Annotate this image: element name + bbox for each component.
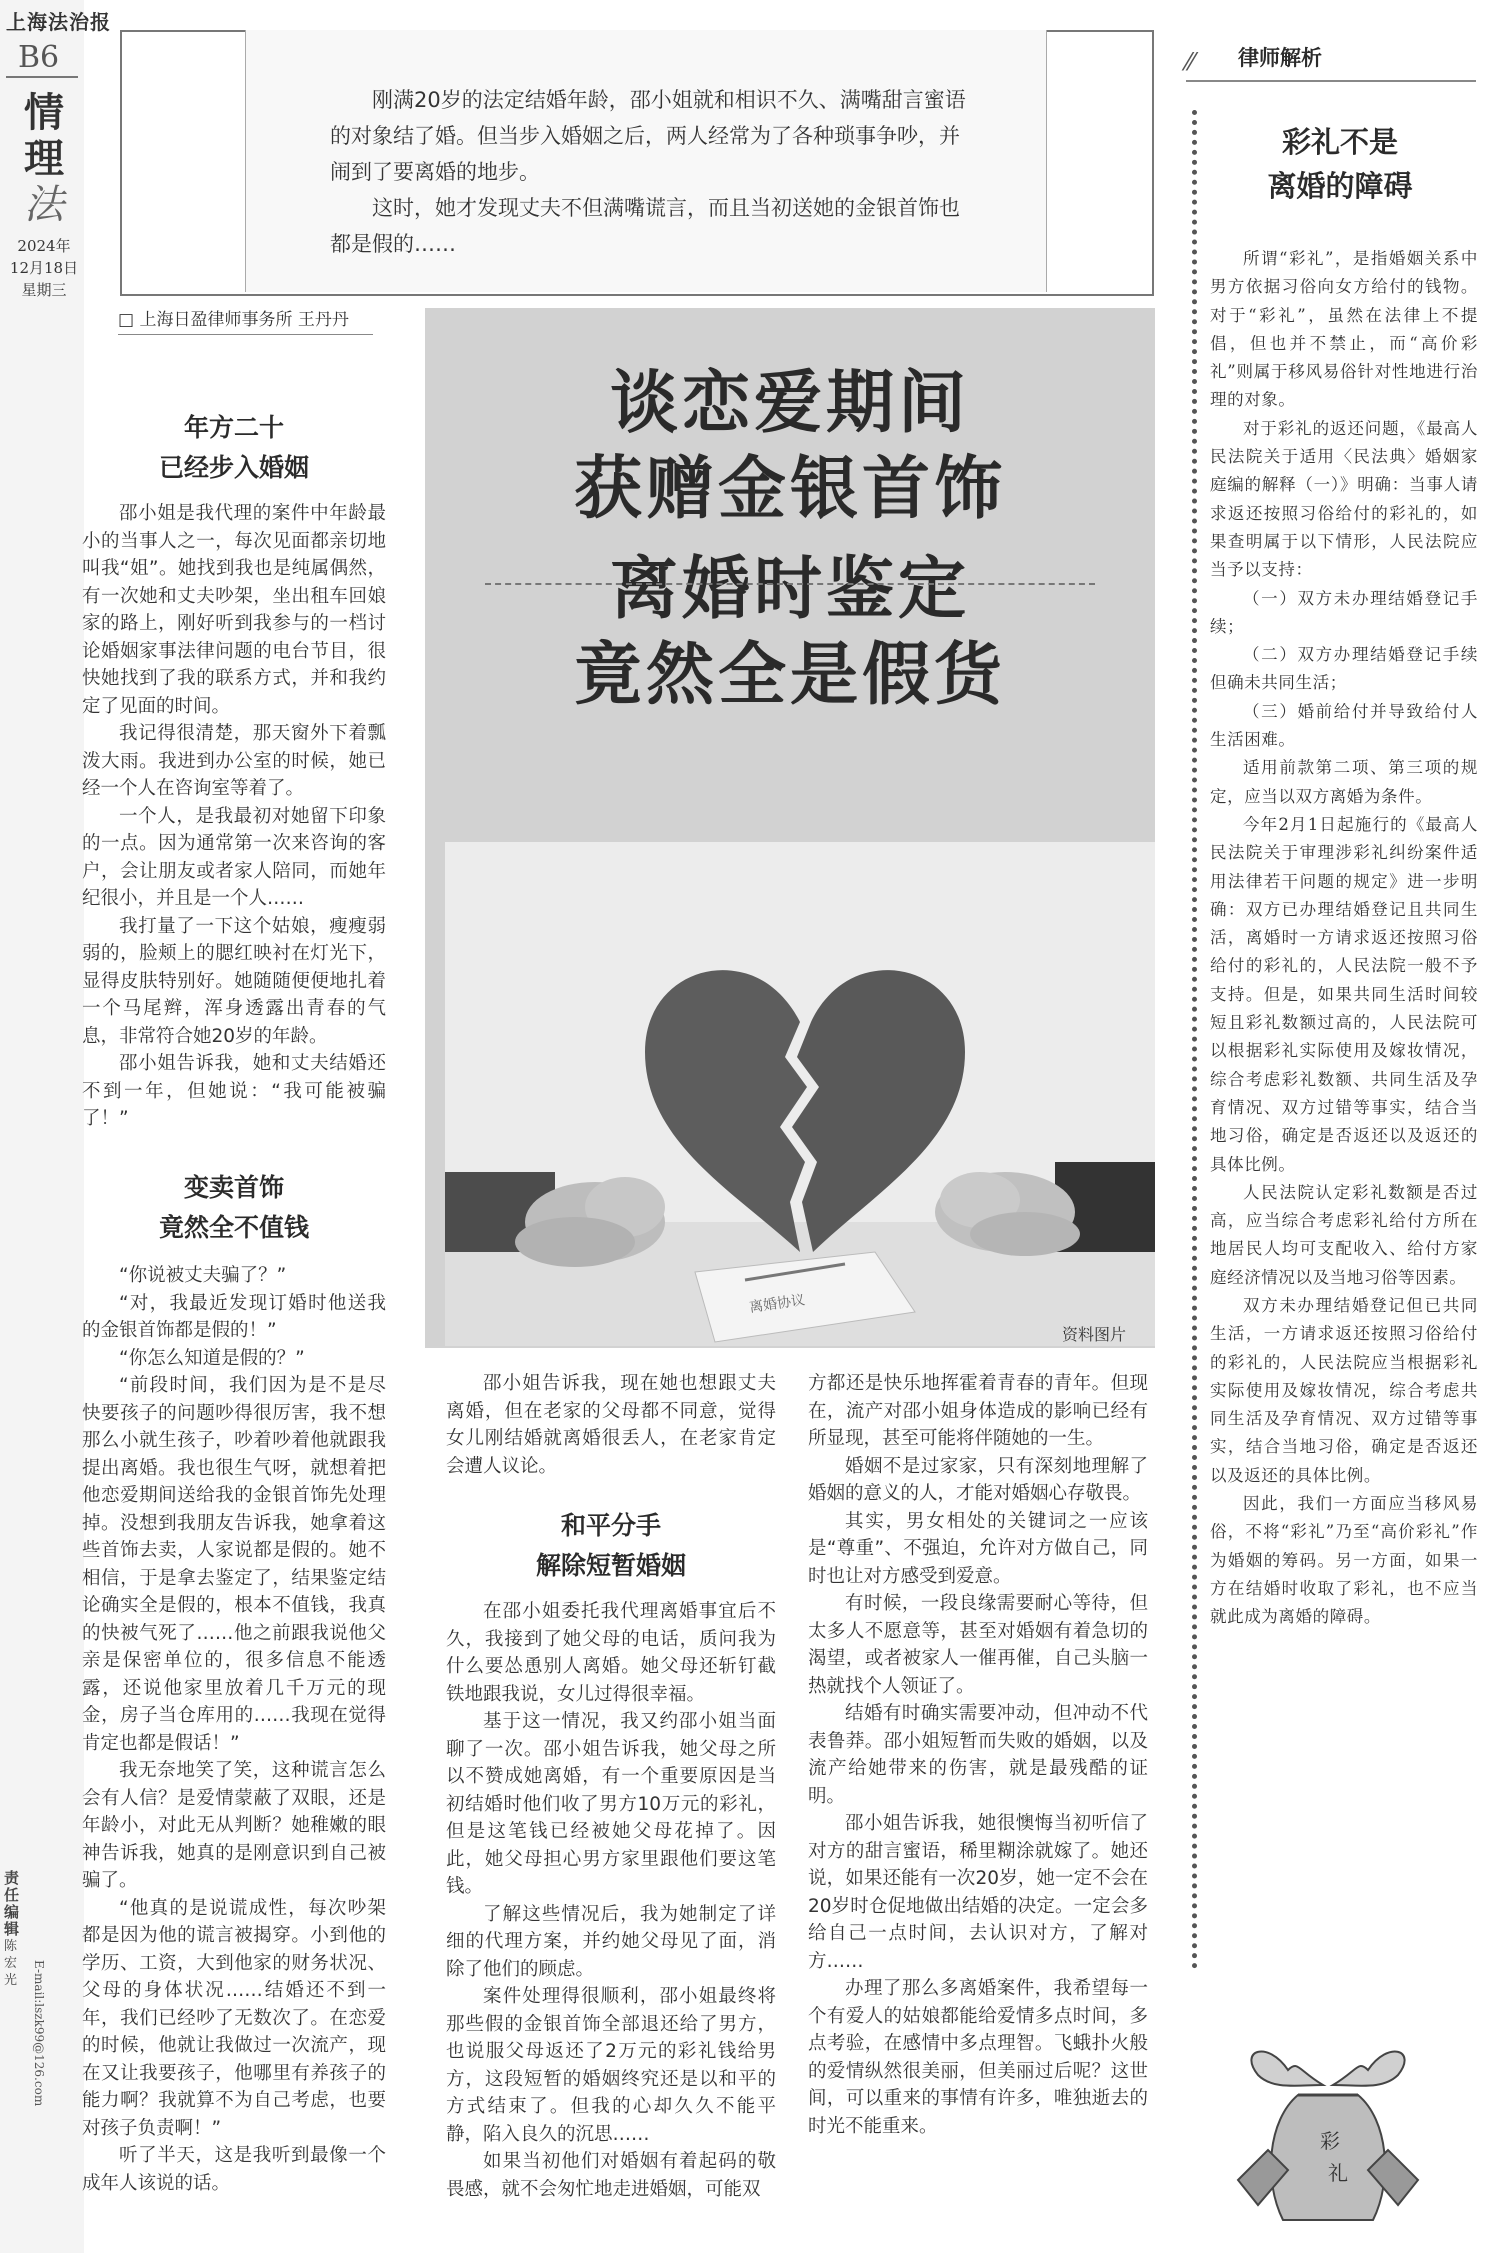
issue-date — [6, 235, 82, 301]
body-paragraph: 邵小姐告诉我，她很懊悔当初听信了对方的甜言蜜语，稀里糊涂就嫁了。她还说，如果还能有一次20岁，她一定不会在20岁时仓促地做出结婚的决定。一定会多给自己一点时间，去认识对方，了解对方…… — [808, 1813, 1148, 1972]
body-paragraph: 双方未办理结婚登记但已共同生活，一方请求返还按照习俗给付的彩礼的，人民法院应当根据彩礼实际使用及嫁妆情况，综合考虑共同生活及孕育情况、双方过错等事实，结合当地习俗，确定是否返还以及返还的具体比例。 — [1210, 1295, 1478, 1485]
body-paragraph: 我记得很清楚，那天窗外下着瓢泼大雨。我进到办公室的时候，她已经一个人在咨询室等着了。 — [82, 723, 386, 799]
body-paragraph: 所谓“彩礼”，是指婚姻关系中男方依据习俗向女方给付的钱物。对于“彩礼”，虽然在法律上不提倡，但也并不禁止，而“高价彩礼”则属于移风易俗针对性地进行治理的对象。 — [1210, 249, 1478, 410]
column-name-char: 法 — [24, 182, 64, 228]
intro-paragraph: 刚满20岁的法定结婚年龄，邵小姐就和相识不久、满嘴甜言蜜语的对象结了婚。但当步入婚姻之后，两人经常为了各种琐事争吵，并闹到了要离婚的地步。 — [330, 88, 966, 184]
lawyer-label: 律师解析 — [1238, 46, 1322, 70]
body-paragraph: 邵小姐是我代理的案件中年龄最小的当事人之一，每次见面都亲切地叫我“姐”。她找到我也是纯属偶然，有一次她和丈夫吵架，坐出租车回娘家的路上，刚好听到我参与的一档讨论婚姻家事法律问题的电台节目，很快她找到了我的联系方式，并和我约定了见面的时间。 — [82, 503, 386, 717]
photo-illustration — [445, 842, 1155, 1346]
section-title-line: 解除短暂婚姻 — [535, 1551, 686, 1580]
lawyer-analysis-body — [1210, 245, 1478, 1632]
body-paragraph: 因此，我们一方面应当移风易俗，不将“彩礼”乃至“高价彩礼”作为婚姻的筹码。另一方面，如果一方在结婚时收取了彩礼，也不应当就此成为离婚的障碍。 — [1210, 1494, 1478, 1627]
section-title-3 — [446, 1506, 776, 1586]
intro-text — [330, 82, 970, 262]
body-paragraph: “他真的是说谎成性，每次吵架都是因为他的谎言被揭穿。小到他的学历、工资，大到他家的财务状况、父母的身体状况……结婚还不到一年，我们已经吵了无数次了。在恋爱的时候，他就让我做过一次流产，现在又让我要孩子，他哪里有养孩子的能力啊？我就算不为自己考虑，也要对孩子负责啊！” — [82, 1897, 386, 2139]
section-3-body — [446, 1598, 776, 2203]
body-paragraph: 邵小姐告诉我，她和丈夫结婚还不到一年，但她说：“我可能被骗了！” — [82, 1053, 386, 1129]
section-title-line: 竟然全不值钱 — [158, 1213, 309, 1242]
body-paragraph: 我打量了一下这个姑娘，瘦瘦弱弱的，脸颊上的腮红映衬在灯光下，显得皮肤特别好。她随随便便地扎着一个马尾辫，浑身透露出青春的气息，非常符合她20岁的年龄。 — [82, 915, 386, 1047]
body-paragraph: 办理了那么多离婚案件，我希望每一个有爱人的姑娘都能给爱情多点时间，多点考验，在感情中多点理智。飞蛾扑火般的爱情纵然很美丽，但美丽过后呢？这世间，可以重来的事情有许多，唯独逝去的时光不能重来。 — [808, 1978, 1148, 2137]
body-paragraph: 方都还是快乐地挥霍着青春的青年。但现在，流产对邵小姐身体造成的影响已经有所显现，甚至可能将伴随她的一生。 — [808, 1373, 1148, 1449]
column-name-char: 情 — [24, 89, 64, 136]
section-title-line: 年方二十 — [183, 413, 284, 442]
headline — [425, 360, 1155, 718]
column-2-top-body — [446, 1370, 776, 1480]
section-1-body — [82, 500, 386, 1133]
body-paragraph: 听了半天，这是我听到最像一个成年人该说的话。 — [82, 2145, 386, 2194]
body-paragraph: 适用前款第二项、第三项的规定，应当以双方离婚为条件。 — [1210, 758, 1478, 806]
gift-char: 彩 — [1320, 2129, 1340, 2153]
column-3-body — [808, 1370, 1148, 2140]
body-paragraph: “你怎么知道是假的？” — [119, 1347, 305, 1369]
author-byline: □ 上海日盈律师事务所 王丹丹 — [118, 305, 373, 335]
body-paragraph: 基于这一情况，我又约邵小姐当面聊了一次。邵小姐告诉我，她父母之所以不赞成她离婚，有一个重要原因是当初结婚时他们收了男方10万元的彩礼，但是这笔钱已经被她父母花掉了。因此，她父母担心男方家里跟他们要这笔钱。 — [446, 1711, 776, 1897]
body-paragraph: （二）双方办理结婚登记手续但确未共同生活； — [1210, 645, 1478, 693]
gift-char: 礼 — [1328, 2161, 1348, 2185]
body-paragraph: 婚姻不是过家家，只有深刻地理解了婚姻的意义的人，才能对婚姻心存敬畏。 — [808, 1455, 1148, 1504]
section-title-line: 变卖首饰 — [183, 1173, 284, 1202]
photo-caption: 资料图片 — [1062, 1325, 1127, 1344]
intro-paragraph: 这时，她才发现丈夫不但满嘴谎言，而且当初送她的金银首饰也都是假的…… — [330, 196, 960, 256]
lawyer-rule — [1186, 80, 1476, 82]
editor-label: 责任编辑 — [4, 1869, 20, 1938]
slash-icon: ⁄⁄ — [1186, 48, 1195, 76]
body-paragraph: 一个人，是我最初对她留下印象的一点。因为通常第一次来咨询的客户，会让朋友或者家人陪同，而她年纪很小，并且是一个人…… — [82, 805, 386, 909]
body-paragraph: “对，我最近发现订婚时他送我的金银首饰都是假的！” — [82, 1292, 386, 1341]
issue-day: 12月18日 — [9, 259, 79, 277]
lawyer-title-line: 彩礼不是 — [1281, 125, 1398, 159]
body-paragraph: 了解这些情况后，我为她制定了详细的代理方案，并约她父母见了面，消除了他们的顾虑。 — [446, 1903, 776, 1980]
body-paragraph: 在邵小姐委托我代理离婚事宜后不久，我接到了她父母的电话，质问我为什么要怂恿别人离婚。她父母还斩钉截铁地跟我说，女儿过得很幸福。 — [446, 1601, 776, 1705]
photo-svg — [445, 842, 1155, 1346]
body-paragraph: “前段时间，我们因为是不是尽快要孩子的问题吵得很厉害，我不想那么小就生孩子，吵着吵着他就跟我提出离婚。我也很生气呀，就想着把他恋爱期间送给我的金银首饰先处理掉。没想到我朋友告诉我，她拿着这些首饰去卖，人家说都是假的。她不相信，于是拿去鉴定了，结果鉴定结论确实全是假的，根本不值钱，我真的快被气死了……他之前跟我说他父亲是保密单位的，很多信息不能透露，还说他家里放着几千万元的现金，房子当仓库用的……我现在觉得肯定也都是假话！” — [82, 1375, 386, 1754]
section-title-line: 和平分手 — [560, 1511, 661, 1540]
gift-bag-icon — [1228, 2030, 1428, 2240]
section-title-2 — [82, 1168, 386, 1248]
body-paragraph: 案件处理得很顺利，邵小姐最终将那些假的金银首饰全部退还给了男方，也说服父母返还了2万元的彩礼钱给男方，这段短暂的婚姻终究还是以和平的方式结束了。但我的心却久久不能平静，陷入良久的沉思…… — [446, 1986, 776, 2145]
column-name-char: 理 — [24, 135, 64, 182]
page-rule — [6, 76, 78, 78]
headline-divider — [485, 583, 1095, 585]
section-2-body — [82, 1262, 386, 2197]
issue-year: 2024年 — [17, 237, 71, 255]
headline-line: 离婚时鉴定 — [609, 549, 970, 629]
section-title-1 — [82, 408, 386, 488]
body-paragraph: 其实，男女相处的关键词之一应该是“尊重”、不强迫，允许对方做自己，同时也让对方感受到爱意。 — [808, 1510, 1148, 1587]
divorce-agreement-label: 离婚协议 — [748, 1292, 807, 1316]
body-paragraph: 有时候，一段良缘需要耐心等待，但太多人不愿意等，甚至对婚姻有着急切的渴望，或者被家人一催再催，自己头脑一热就找个人领证了。 — [808, 1593, 1148, 1697]
body-paragraph: 对于彩礼的返还问题，《最高人民法院关于适用〈民法典〉婚姻家庭编的解释（一）》明确：当事人请求返还按照习俗给付的彩礼的，如果查明属于以下情形，人民法院应当予以支持： — [1210, 418, 1478, 580]
body-paragraph: 人民法院认定彩礼数额是否过高，应当综合考虑彩礼给付方所在地居民人均可支配收入、给付方家庭经济情况以及当地习俗等因素。 — [1210, 1182, 1478, 1287]
issue-weekday: 星期三 — [21, 281, 67, 299]
gift-bag-illustration — [1228, 2030, 1428, 2240]
body-paragraph: 如果当初他们对婚姻有着起码的敬畏感，就不会匆忙地走进婚姻，可能双 — [446, 2151, 776, 2200]
body-paragraph: 今年2月1日起施行的《最高人民法院关于审理涉彩礼纠纷案件适用法律若干问题的规定》进一步明确：双方已办理结婚登记且共同生活，离婚时一方请求返还按照习俗给付的彩礼的，人民法院一般不予支持。但是，如果共同生活时间较短且彩礼数额过高的，人民法院可以根据彩礼实际使用及嫁妆情况，综合考虑彩礼数额、共同生活及孕育情况、双方过错等事实，结合当地习俗，确定是否返还以及返还的具体比例。 — [1210, 814, 1478, 1174]
paper-name: 上海法治报 — [6, 10, 111, 34]
lawyer-title — [1205, 120, 1475, 208]
editor-name: 陈宏光 — [4, 1939, 18, 1988]
lawyer-title-line: 离婚的障碍 — [1267, 169, 1413, 203]
lawyer-dotted-rule — [1192, 110, 1197, 1970]
headline-line: 谈恋爱期间 — [609, 363, 970, 443]
headline-line: 获赠金银首饰 — [573, 449, 1006, 529]
body-paragraph: 我无奈地笑了笑，这种谎言怎么会有人信？是爱情蒙蔽了双眼，还是年龄小，对此无从判断？她稚嫩的眼神告诉我，她真的是刚意识到自己被骗了。 — [82, 1760, 386, 1891]
body-paragraph: “你说被丈夫骗了？” — [119, 1265, 287, 1286]
editor-credit — [4, 1870, 26, 1989]
headline-line: 竟然全是假货 — [573, 635, 1006, 715]
editor-email: E-mail:lszk99@126.com — [32, 1960, 46, 2107]
column-name — [24, 90, 64, 228]
page-number: B6 — [18, 40, 60, 75]
body-paragraph: （一）双方未办理结婚登记手续； — [1210, 588, 1478, 636]
body-paragraph: 邵小姐告诉我，现在她也想跟丈夫离婚，但在老家的父母都不同意，觉得女儿刚结婚就离婚很丢人，在老家肯定会遭人议论。 — [446, 1373, 776, 1477]
body-paragraph: 结婚有时确实需要冲动，但冲动不代表鲁莽。邵小姐短暂而失败的婚姻，以及流产给她带来的伤害，就是最残酷的证明。 — [808, 1703, 1148, 1807]
section-title-line: 已经步入婚姻 — [158, 453, 309, 482]
body-paragraph: （三）婚前给付并导致给付人生活困难。 — [1210, 701, 1478, 750]
